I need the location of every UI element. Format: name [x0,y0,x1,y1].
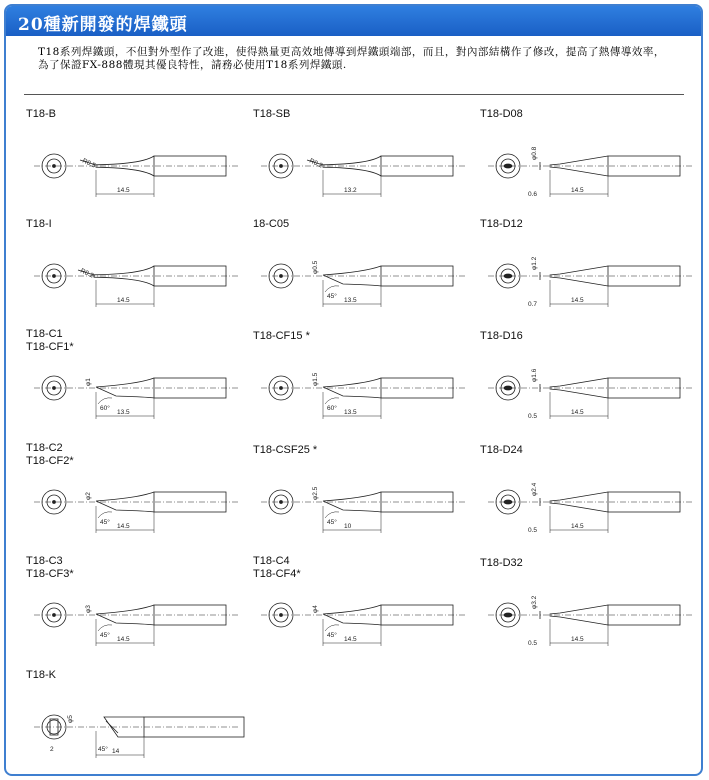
length-label: 14.5 [117,636,130,643]
angle-arc [98,512,112,518]
width-label: 0.6 [528,191,538,198]
tip-drawing [24,470,244,550]
tip-drawing [251,583,471,663]
tip-model-label: T18-D24 [480,444,523,456]
diameter-label: φ2.4 [531,482,538,496]
angle-label: 60° [327,405,337,412]
tip-drawing [24,583,244,663]
end-view-tip [280,165,283,168]
end-view-tip [53,501,56,504]
length-label: 14.5 [117,187,130,194]
end-view-tip [504,274,512,278]
end-view-tip [53,275,56,278]
diameter-label: φ1.2 [531,256,538,270]
angle-arc [325,398,339,404]
end-view-tip [280,275,283,278]
length-label: 14.5 [571,409,584,416]
end-view-tip [280,614,283,617]
title-bar [6,6,701,36]
angle-label: 45° [327,293,337,300]
tip-model-label: T18-D08 [480,108,523,120]
tip-drawing [478,356,698,436]
tip-model-label: T18-C2 T18-CF2* [26,442,74,467]
tip-model-label: T18-D16 [480,330,523,342]
tip-model-label: T18-CSF25 * [253,444,318,456]
tip-model-label: T18-C1 T18-CF1* [26,328,74,353]
length-label: 14.5 [571,187,584,194]
end-view-tip [504,500,512,504]
width-label: 0.7 [528,301,538,308]
diameter-label: φ3.2 [531,595,538,609]
divider [24,94,684,95]
end-view-tip [53,387,56,390]
length-label: 14 [112,748,120,755]
radius-label: R0.2 [79,267,95,280]
length-label: 14.5 [117,297,130,304]
end-view-tip [53,165,56,168]
end-view-tip [504,613,512,617]
end-view-tip [280,387,283,390]
angle-arc [98,398,112,404]
tip-drawing [251,134,471,214]
tip-model-label: T18-C3 T18-CF3* [26,555,74,580]
diameter-label: φ1.6 [531,368,538,382]
tip-model-label: T18-D12 [480,218,523,230]
tip-drawing [24,244,244,324]
page-frame [4,4,703,776]
diameter-label: φ1.5 [312,372,319,386]
angle-arc [325,625,339,631]
length-label: 13.5 [344,409,357,416]
tip-drawing [478,583,698,663]
angle-label: 60° [100,405,110,412]
tip-drawing [478,244,698,324]
angle-label: 45° [100,519,110,526]
end-view-tip [504,164,512,168]
length-label: 13.5 [117,409,130,416]
tip-model-label: T18-C4 T18-CF4* [253,555,301,580]
length-label: 14.5 [117,523,130,530]
width-label: 0.5 [528,527,538,534]
length-label: 10 [344,523,352,530]
angle-label: 45° [327,519,337,526]
tip-drawing [24,356,244,436]
angle-arc [98,625,112,631]
width-label: 0.5 [528,413,538,420]
tip-drawing [251,356,471,436]
angle-arc [325,286,339,292]
end-view-tip [504,386,512,390]
tip-model-label: T18-I [26,218,52,230]
end-view-tip [280,501,283,504]
diameter-label: φ4 [312,605,319,613]
page-title: 20種新開發的焊鐵頭 [18,15,188,35]
tip-model-label: T18-CF15 * [253,330,310,342]
radius-label: R0.2 [308,157,324,170]
tip-drawing [478,470,698,550]
length-label: 13.5 [344,297,357,304]
end-view-tip [53,614,56,617]
width-label: 2 [50,746,54,753]
diameter-label: φ1 [85,378,92,386]
tip-drawing [251,470,471,550]
angle-label: 45° [98,746,108,753]
intro-text: T18系列焊鐵頭，不但對外型作了改進，使得熱量更高效地傳導到焊鐵頭端部，而且，對內部結構作了修改，提高了熱傳導效率，為了保證FX-888體現其優良特性，請務必使用T18系列焊鐵頭. [38,46,665,71]
angle-label: 45° [100,632,110,639]
tip-drawing [251,244,471,324]
tip-model-label: 18-C05 [253,218,290,230]
tip-drawing [24,695,244,775]
tip-drawing [24,134,244,214]
length-label: 14.5 [571,297,584,304]
tip-model-label: T18-B [26,108,56,120]
width-label: 0.5 [528,640,538,647]
diameter-label: φ0.8 [531,146,538,160]
tip-model-label: T18-SB [253,108,291,120]
diameter-label: φ2.5 [312,486,319,500]
length-label: 14.5 [344,636,357,643]
angle-arc [325,512,339,518]
length-label: 13.2 [344,187,357,194]
length-label: 14.5 [571,636,584,643]
length-label: 14.5 [571,523,584,530]
radius-label: R0.5 [81,157,97,170]
diameter-label: φ3 [85,605,92,613]
angle-label: 45° [327,632,337,639]
tip-model-label: T18-K [26,669,56,681]
diameter-label: φ5 [67,715,74,723]
diameter-label: φ0.5 [312,260,319,274]
tip-drawing [478,134,698,214]
diameter-label: φ2 [85,492,92,500]
tip-model-label: T18-D32 [480,557,523,569]
